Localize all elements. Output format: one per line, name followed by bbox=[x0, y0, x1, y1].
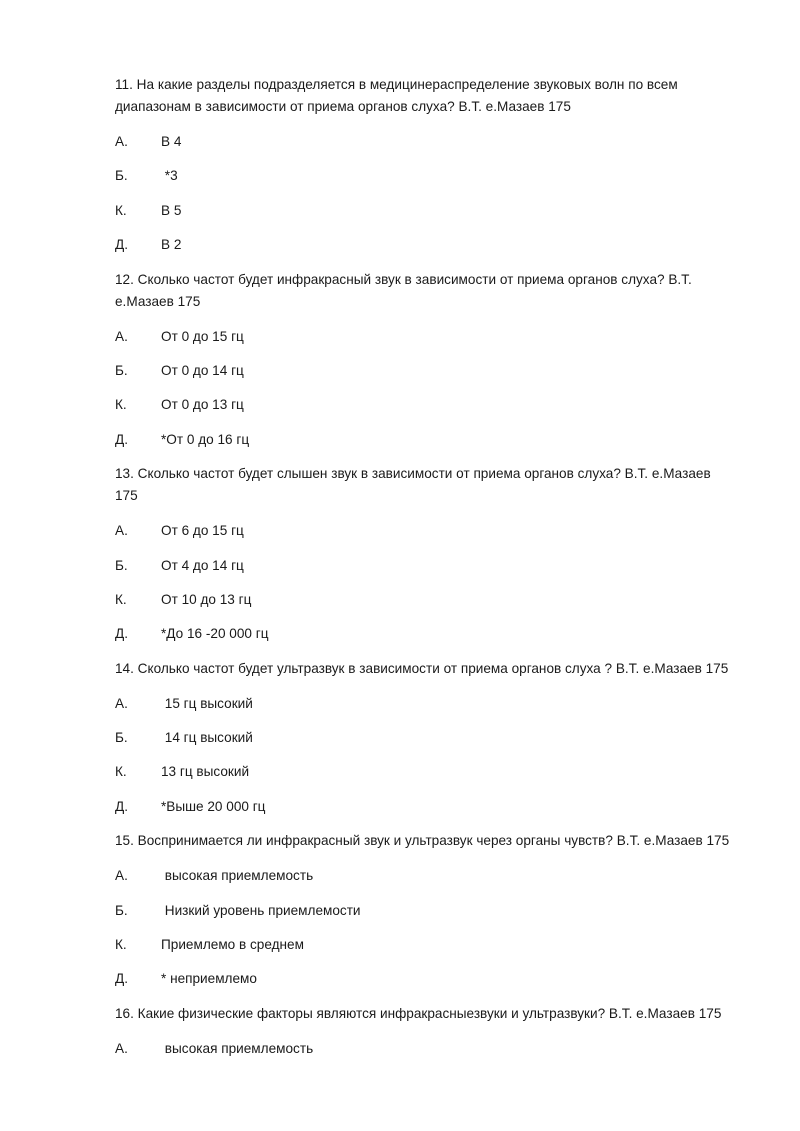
answer-option bbox=[115, 555, 735, 576]
option-text: высокая приемлемость bbox=[161, 1040, 314, 1056]
question-13: 13. Сколько частот будет слышен звук в зависимости от приема органов слуха? В.Т. е.Мазаев 175 bbox=[115, 466, 711, 504]
answer-option bbox=[115, 727, 735, 748]
option-letter: Д. bbox=[115, 237, 128, 253]
option-letter: Д. bbox=[115, 798, 128, 814]
answer-option bbox=[115, 429, 735, 450]
question-16: 16. Какие физические факторы являются инфракрасныезвуки и ультразвуки? В.Т. е.Мазаев 175 bbox=[115, 1005, 722, 1021]
question-14: 14. Сколько частот будет ультразвук в зависимости от приема органов слуха ? В.Т. е.Мазаев 175 bbox=[115, 660, 729, 676]
answer-option bbox=[115, 131, 735, 152]
option-text: От 4 до 14 гц bbox=[161, 557, 244, 573]
answer-option bbox=[115, 1038, 735, 1059]
option-text: *От 0 до 16 гц bbox=[161, 431, 250, 447]
option-text: Приемлемо в среднем bbox=[161, 937, 304, 953]
option-letter: К. bbox=[115, 202, 127, 218]
option-text: высокая приемлемость bbox=[161, 868, 314, 884]
answer-option bbox=[115, 865, 735, 886]
option-letter: Д. bbox=[115, 626, 128, 642]
option-text: * неприемлемо bbox=[161, 971, 257, 987]
option-text: 13 гц высокий bbox=[161, 764, 250, 780]
option-text: От 0 до 13 гц bbox=[161, 397, 244, 413]
option-text: В 2 bbox=[161, 237, 182, 253]
answer-option bbox=[115, 520, 735, 541]
option-letter: Б. bbox=[115, 362, 128, 378]
option-letter: К. bbox=[115, 764, 127, 780]
option-text: *До 16 -20 000 гц bbox=[161, 626, 269, 642]
option-letter: Б. bbox=[115, 730, 128, 746]
option-text: В 4 bbox=[161, 134, 182, 149]
answer-option bbox=[115, 796, 735, 817]
option-letter: К. bbox=[115, 591, 127, 607]
option-letter: А. bbox=[115, 695, 128, 711]
answer-option bbox=[115, 394, 735, 415]
option-text: Низкий уровень приемлемости bbox=[161, 902, 361, 918]
option-letter: А. bbox=[115, 523, 128, 539]
option-letter: А. bbox=[115, 134, 128, 149]
option-text: От 0 до 15 гц bbox=[161, 328, 244, 344]
option-text: *3 bbox=[161, 168, 178, 184]
option-letter: А. bbox=[115, 868, 128, 884]
option-letter: А. bbox=[115, 328, 128, 344]
answer-option bbox=[115, 623, 735, 644]
answer-option bbox=[115, 326, 735, 347]
option-text: 15 гц высокий bbox=[161, 695, 253, 711]
option-letter: Б. bbox=[115, 168, 128, 184]
answer-option bbox=[115, 165, 735, 186]
option-letter: А. bbox=[115, 1040, 128, 1056]
option-letter: К. bbox=[115, 937, 127, 953]
option-text: *Выше 20 000 гц bbox=[161, 798, 266, 814]
option-text: В 5 bbox=[161, 202, 182, 218]
answer-option bbox=[115, 200, 735, 221]
answer-option bbox=[115, 234, 735, 255]
option-text: 14 гц высокий bbox=[161, 730, 253, 746]
question-15: 15. Воспринимается ли инфракрасный звук и ультразвук через органы чувств? В.Т. е.Мазаев 175 bbox=[115, 833, 730, 849]
answer-option bbox=[115, 968, 735, 989]
answer-option bbox=[115, 589, 735, 610]
option-letter: Д. bbox=[115, 971, 128, 987]
answer-option bbox=[115, 693, 735, 714]
option-letter: Д. bbox=[115, 431, 128, 447]
question-list bbox=[115, 74, 735, 1072]
option-letter: Б. bbox=[115, 902, 128, 918]
question-12: 12. Сколько частот будет инфракрасный звук в зависимости от приема органов слуха? В.Т. е.Мазаев 175 bbox=[115, 271, 692, 309]
option-text: От 6 до 15 гц bbox=[161, 523, 244, 539]
question-11: 11. На какие разделы подразделяется в медицинераспределение звуковых волн по всем диапазонам в зависимости от приема органов слуха? В.Т. е.Мазаев 175 bbox=[115, 77, 678, 114]
option-text: От 10 до 13 гц bbox=[161, 591, 252, 607]
answer-option bbox=[115, 900, 735, 921]
answer-option bbox=[115, 934, 735, 955]
option-letter: К. bbox=[115, 397, 127, 413]
option-letter: Б. bbox=[115, 557, 128, 573]
option-text: От 0 до 14 гц bbox=[161, 362, 244, 378]
answer-option bbox=[115, 360, 735, 381]
answer-option bbox=[115, 761, 735, 782]
